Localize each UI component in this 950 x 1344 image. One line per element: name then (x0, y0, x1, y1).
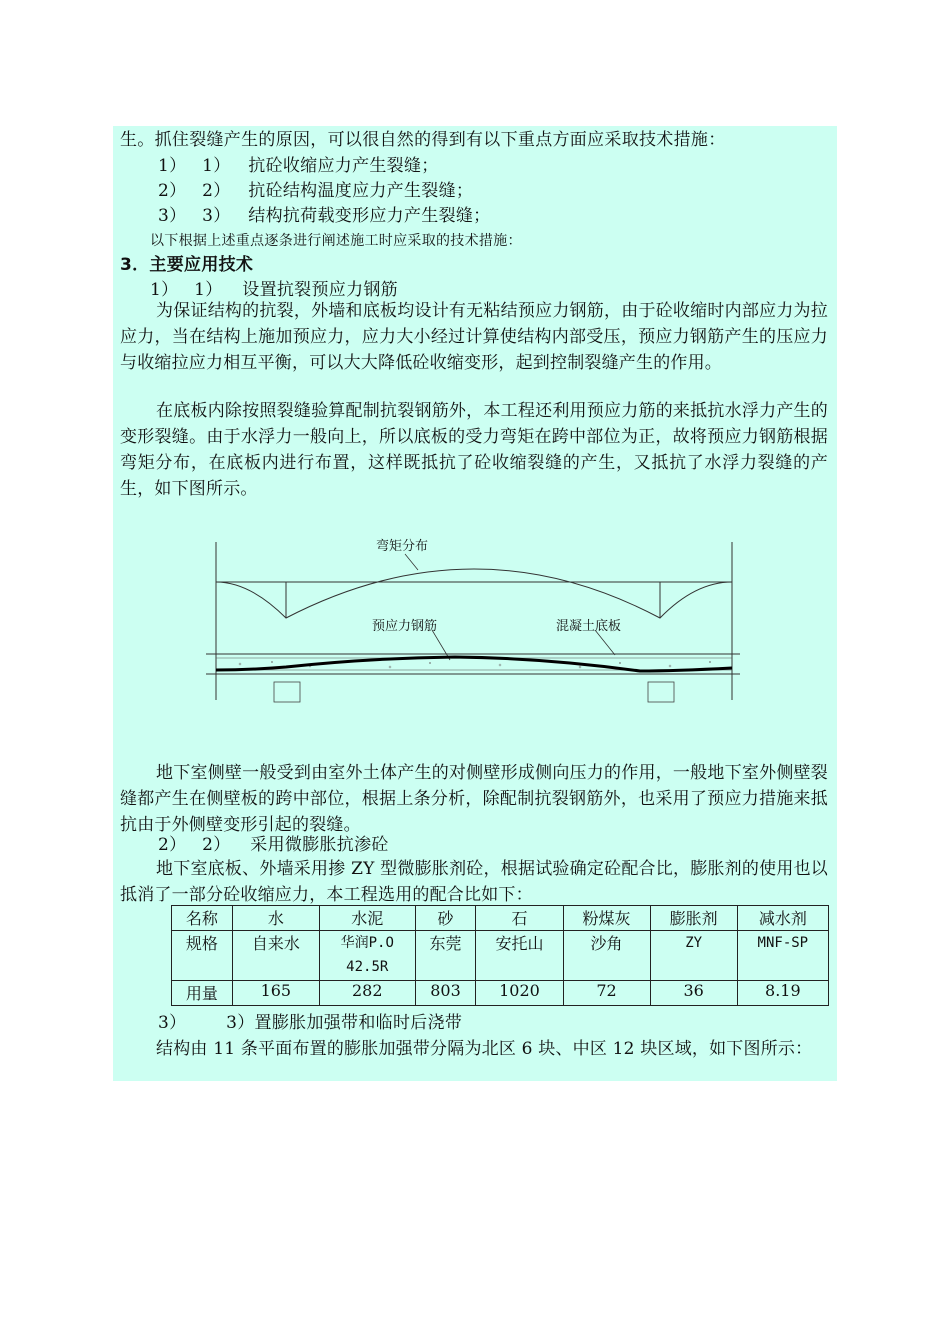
item-2-title (158, 833, 389, 857)
table-cell: 砂 (415, 906, 476, 931)
table-cell: 水泥 (319, 906, 415, 931)
table-cell: 东莞 (415, 931, 476, 981)
item-3-title (158, 1011, 462, 1035)
table-cell: 水 (232, 906, 319, 931)
moment-leader (405, 554, 418, 570)
table-cell: 1020 (476, 981, 563, 1006)
support-right (648, 682, 674, 702)
table-cell: 名称 (172, 906, 233, 931)
item-title: 3）置膨胀加强带和临时后浇带 (226, 1013, 463, 1033)
measure-num: 2） (158, 181, 187, 201)
measure-sub: 2） (202, 181, 231, 201)
measure-sub: 3） (202, 206, 231, 226)
item-num: 1） (150, 280, 179, 300)
table-header-row (172, 906, 829, 931)
item-sub: 2） (202, 835, 231, 855)
table-cell: 36 (650, 981, 737, 1006)
measure-2 (158, 179, 473, 203)
paragraph-5: 结构由 11 条平面布置的膨胀加强带分隔为北区 6 块、中区 12 块区域，如下图所示： (156, 1039, 813, 1059)
table-row-spec (172, 931, 829, 981)
table-row-qty (172, 981, 829, 1006)
table-cell: 沙角 (563, 931, 650, 981)
measure-num: 3） (158, 206, 187, 226)
intro-line: 生。抓住裂缝产生的原因，可以很自然的得到有以下重点方面应采取技术措施： (120, 130, 726, 150)
table-cell: MNF-SP (737, 931, 828, 981)
item-sub: 1） (194, 280, 223, 300)
paragraph-2: 在底板内除按照裂缝验算配制抗裂钢筋外，本工程还利用预应力筋的来抵抗水浮力产生的变形裂缝。由于水浮力一般向上，所以底板的受力弯矩在跨中部位为正，故将预应力钢筋根据弯矩分布，在底板内进行布置，这样既抵抗了砼收缩裂缝的产生，又抵抗了水浮力裂缝的产生，如下图所示。 (120, 401, 828, 499)
moment-curve (216, 569, 732, 618)
table-cell: 减水剂 (737, 906, 828, 931)
tendon-label: 预应力钢筋 (372, 619, 438, 634)
table-cell: 803 (415, 981, 476, 1006)
item-num: 2） (158, 835, 187, 855)
table-cell: 8.19 (737, 981, 828, 1006)
item-num: 3） (158, 1013, 187, 1033)
item-title: 采用微膨胀抗渗砼 (250, 835, 389, 855)
section-heading: 3．主要应用技术 (120, 255, 254, 275)
table-cell: 安托山 (476, 931, 563, 981)
table-cell: 72 (563, 981, 650, 1006)
support-left (274, 682, 300, 702)
measure-num: 1） (158, 156, 187, 176)
prestress-tendon (216, 657, 732, 671)
table-cell: 282 (319, 981, 415, 1006)
table-cell: 用量 (172, 981, 233, 1006)
table-cell: 石 (476, 906, 563, 931)
table-cell: 自来水 (232, 931, 319, 981)
paragraph-4: 地下室底板、外墙采用掺 ZY 型微膨胀剂砼，根据试验确定砼配合比，膨胀剂的使用也以抵消了一部分砼收缩应力，本工程选用的配合比如下： (120, 859, 828, 905)
measure-text: 抗砼结构温度应力产生裂缝； (248, 181, 474, 201)
measures-note: 以下根据上述重点逐条进行阐述施工时应采取的技术措施： (150, 233, 522, 249)
paragraph-3: 地下室侧壁一般受到由室外土体产生的对侧壁形成侧向压力的作用，一般地下室外侧壁裂缝都产生在侧壁板的跨中部位，根据上条分析，除配制抗裂钢筋外，也采用了预应力措施来抵抗由于外侧壁变形引起的裂缝。 (120, 763, 828, 835)
tendon-leader (432, 630, 450, 660)
table-cell: ZY (650, 931, 737, 981)
table-cell-cement (319, 931, 415, 981)
mix-ratio-table (171, 905, 829, 1006)
table-cell: 粉煤灰 (563, 906, 650, 931)
table-cell: 规格 (172, 931, 233, 981)
measure-3 (158, 204, 490, 228)
table-cell: 165 (232, 981, 319, 1006)
cement-spec-line2: 42.5R (346, 959, 389, 975)
measure-text: 结构抗荷载变形应力产生裂缝； (248, 206, 491, 226)
measure-text: 抗砼收缩应力产生裂缝； (248, 156, 439, 176)
paragraph-1: 为保证结构的抗裂，外墙和底板均设计有无粘结预应力钢筋，由于砼收缩时内部应力为拉应力，当在结构上施加预应力，应力大小经过计算使结构内部受压，预应力钢筋产生的压应力与收缩拉应力相互平衡，可以大大降低砼收缩变形，起到控制裂缝产生的作用。 (120, 301, 828, 373)
moment-label: 弯矩分布 (376, 539, 429, 554)
measure-1 (158, 154, 439, 178)
slab-label: 混凝土底板 (556, 619, 622, 634)
measure-sub: 1） (202, 156, 231, 176)
tendon-figure (200, 530, 750, 710)
table-cell: 膨胀剂 (650, 906, 737, 931)
cement-spec-line1: 华润P.O (340, 935, 394, 951)
item-title: 设置抗裂预应力钢筋 (242, 280, 398, 300)
